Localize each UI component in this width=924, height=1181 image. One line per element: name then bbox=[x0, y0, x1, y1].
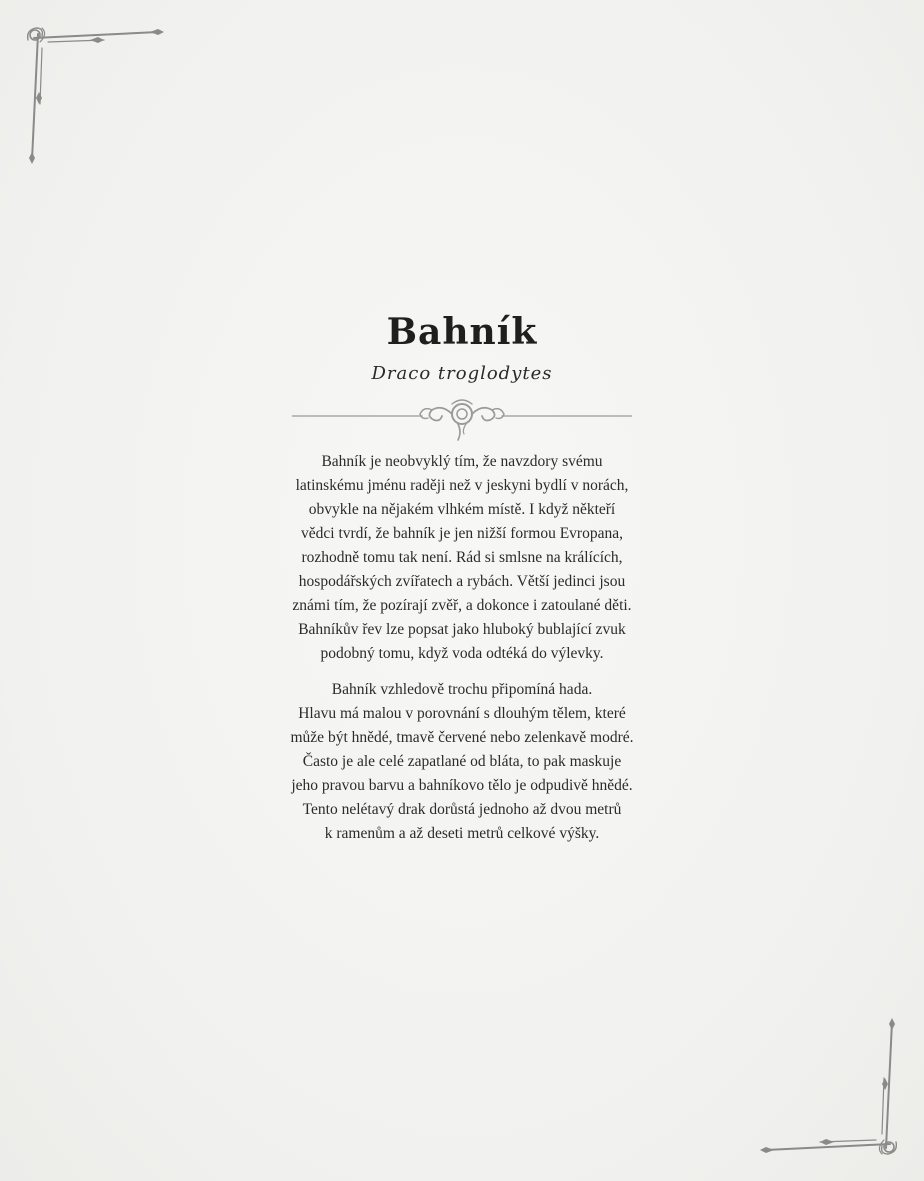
text-line: Bahníkův řev lze popsat jako hluboký bublající zvuk bbox=[298, 621, 626, 638]
text-line: jeho pravou barvu a bahníkovo tělo je odpudivě hnědé. bbox=[291, 777, 633, 794]
text-line: rozhodně tomu tak není. Rád si smlsne na králících, bbox=[301, 549, 623, 566]
text-line: Bahník vzhledově trochu připomíná hada. bbox=[331, 681, 593, 698]
text-line: k ramenům a až deseti metrů celkové výšky. bbox=[324, 825, 600, 842]
text-line: latinskému jménu raději než v jeskyni bydlí v norách, bbox=[295, 477, 629, 494]
paragraph-2 bbox=[272, 678, 652, 846]
entry-body bbox=[272, 450, 652, 858]
scroll-ornament-icon bbox=[292, 396, 632, 444]
text-line: Hlavu má malou v porovnání s dlouhým tělem, které bbox=[298, 705, 626, 722]
species-subtitle: Draco troglodytes bbox=[371, 363, 553, 384]
text-line: podobný tomu, když voda odtéká do výlevky. bbox=[320, 645, 604, 662]
paragraph-1 bbox=[272, 450, 652, 666]
text-line: vědci tvrdí, že bahník je jen nižší formou Evropana, bbox=[301, 525, 623, 542]
page-title: Bahník bbox=[386, 311, 538, 353]
text-line: známi tím, že pozírají zvěř, a dokonce i zatoulané děti. bbox=[292, 597, 632, 614]
text-line: Tento nelétavý drak dorůstá jednoho až dvou metrů bbox=[302, 801, 622, 818]
text-line: Bahník je neobvyklý tím, že navzdory svému bbox=[321, 453, 603, 470]
text-line: obvykle na nějakém vlhkém místě. I když někteří bbox=[308, 501, 616, 518]
text-line: Často je ale celé zapatlané od bláta, to pak maskuje bbox=[302, 753, 622, 770]
corner-flourish-icon bbox=[758, 1016, 900, 1158]
text-line: hospodářských zvířatech a rybách. Větší jedinci jsou bbox=[298, 573, 626, 590]
corner-flourish-icon bbox=[24, 24, 166, 166]
text-line: může být hnědé, tmavě červené nebo zelenkavě modré. bbox=[290, 729, 634, 746]
